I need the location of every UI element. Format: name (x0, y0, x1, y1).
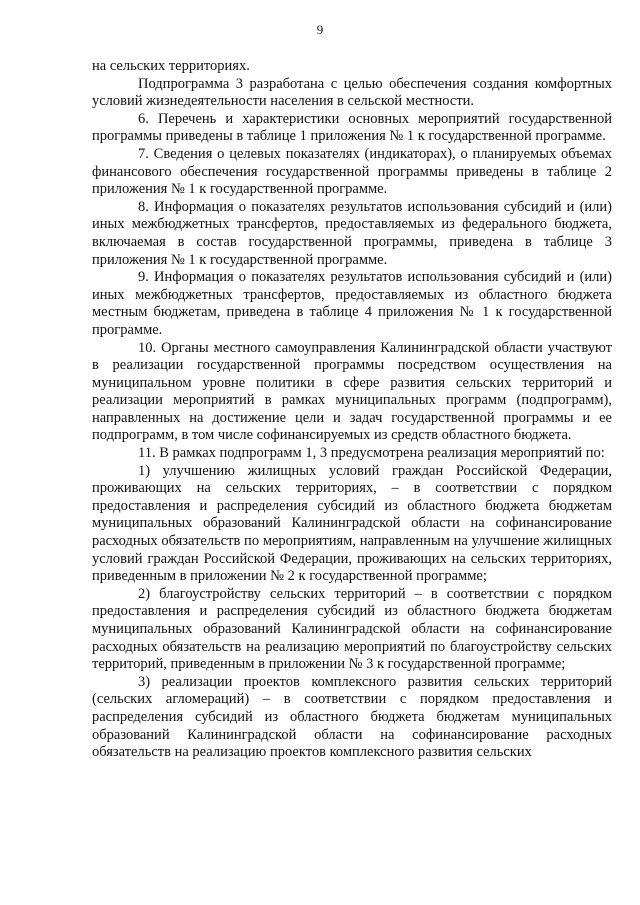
list-item-1: 1) улучшению жилищных условий граждан Российской Федерации, проживающих на сельских территориях, – в соответствии с порядком предоставления и распределения субсидий из областного бюджета бюджетам муниципальных образований Калининградской области на софинансирование расходных обязательств по мероприятиям, направленным на улучшение жилищных условий граждан Российской Федерации, проживающих на сельских территориях, приведенным в приложении № 2 к государственной программе; (92, 462, 612, 585)
page-number: 9 (316, 22, 324, 37)
paragraph-continuation: на сельских территориях. (92, 58, 250, 74)
list-item-2: 2) благоустройству сельских территорий – в соответствии с порядком предоставления и распределения субсидий из областного бюджета бюджетам муниципальных образований Калининградской области на софинансирование расходных обязательств на реализацию мероприятий по благоустройству сельских территорий, приведенным в приложении № 3 к государственной программе; (92, 585, 612, 673)
paragraph-item-9: 9. Информация о показателях результатов использования субсидий и (или) иных межбюджетных трансфертов, предоставляемых из областного бюджета местным бюджетам, приведена в таблице 4 приложения № 1 к государственной программе. (92, 269, 612, 338)
paragraph-item-7: 7. Сведения о целевых показателях (индикаторах), о планируемых объемах финансового обеспечения государственной программы приведены в таблице 2 приложения № 1 к государственной программе. (92, 145, 612, 198)
paragraph-item-10: 10. Органы местного самоуправления Калининградской области участвуют в реализации государственной программы посредством осуществления на муниципальном уровне политики в сфере развития сельских территорий и реализации мероприятий в рамках муниципальных программ (подпрограмм), направленных на достижение цели и задач государственной программы и ее подпрограмм, в том числе софинансируемых из средств областного бюджета. (92, 339, 612, 444)
paragraph-item-11: 11. В рамках подпрограмм 1, 3 предусмотрена реализация мероприятий по: (138, 445, 605, 462)
paragraph-item-6: 6. Перечень и характеристики основных мероприятий государственной программы приведены в таблице 1 приложения № 1 к государственной программе. (92, 110, 612, 145)
paragraph-subprogram-3: Подпрограмма 3 разработана с целью обеспечения создания комфортных условий жизнедеятельности населения в сельской местности. (92, 75, 612, 110)
list-item-3: 3) реализации проектов комплексного развития сельских территорий (сельских агломераций) – в соответствии с порядком предоставления и распределения субсидий из областного бюджета бюджетам муниципальных образований Калининградской области на софинансирование расходных обязательств на реализацию проектов комплексного развития сельских (92, 673, 612, 761)
paragraph-item-8: 8. Информация о показателях результатов использования субсидий и (или) иных межбюджетных трансфертов, предоставляемых из федерального бюджета, включаемая в состав государственной программы, приведена в таблице 3 приложения № 1 к государственной программе. (92, 198, 612, 268)
document-body (92, 58, 612, 762)
